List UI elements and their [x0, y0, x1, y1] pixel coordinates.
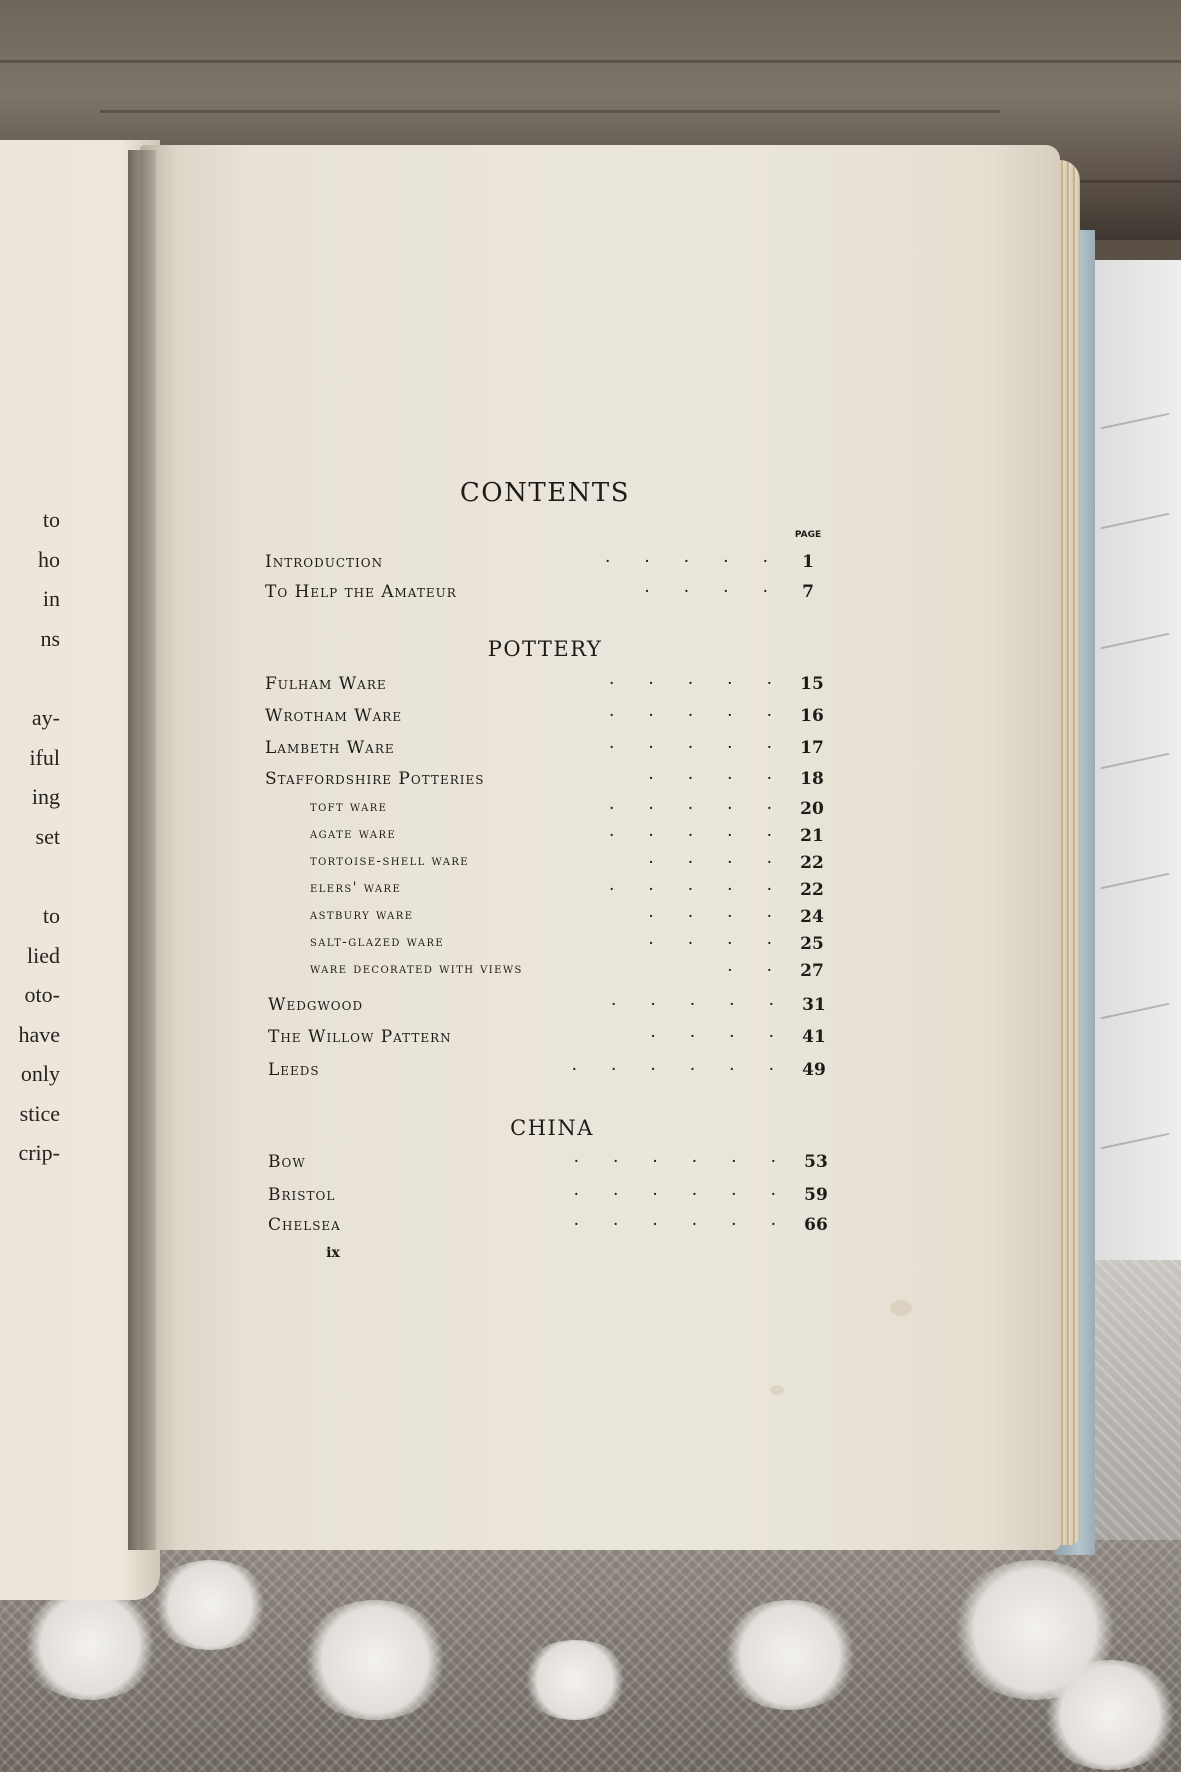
- toc-subentry: astbury ware · · · · 24: [310, 907, 832, 935]
- entry-page: 15: [800, 674, 824, 694]
- entry-page: 22: [800, 880, 824, 900]
- toc-entry: The Willow Pattern · · · · 41: [268, 1027, 834, 1055]
- entry-page: 41: [802, 1027, 826, 1047]
- entry-page: 18: [800, 769, 824, 789]
- toc-subentry: elers' ware · · · · · 22: [310, 880, 832, 908]
- entry-title: tortoise-shell ware: [310, 853, 469, 869]
- section-heading-china: CHINA: [510, 1116, 594, 1140]
- section-heading-pottery: POTTERY: [487, 637, 603, 661]
- entry-title: elers' ware: [310, 880, 402, 896]
- toc-subentry: ware decorated with views · · 27: [310, 961, 832, 989]
- page-column-label: PAGE: [794, 530, 822, 540]
- toc-subentry: salt-glazed ware · · · · 25: [310, 934, 832, 962]
- entry-title: Wrotham Ware: [265, 706, 403, 726]
- toc-entry: Lambeth Ware · · · · · 17: [265, 738, 832, 766]
- toc-entry: Introduction · · · · · 1: [265, 552, 828, 580]
- page-number: ix: [326, 1245, 340, 1261]
- entry-page: 17: [800, 738, 824, 758]
- entry-title: ware decorated with views: [310, 961, 523, 977]
- entry-page: 24: [800, 907, 824, 927]
- entry-title: Wedgwood: [268, 995, 364, 1015]
- toc-subentry: toft ware · · · · · 20: [310, 799, 832, 827]
- entry-title: The Willow Pattern: [268, 1027, 452, 1047]
- entry-title: Fulham Ware: [265, 674, 387, 694]
- entry-title: Staffordshire Potteries: [265, 769, 485, 789]
- entry-page: 22: [800, 853, 824, 873]
- toc-subentry: tortoise-shell ware · · · · 22: [310, 853, 832, 881]
- entry-page: 1: [802, 552, 814, 572]
- entry-title: Bristol: [268, 1185, 336, 1205]
- entry-title: Chelsea: [268, 1215, 341, 1235]
- contents-title: CONTENTS: [459, 478, 631, 508]
- entry-title: astbury ware: [310, 907, 414, 923]
- entry-title: Introduction: [265, 552, 384, 572]
- entry-page: 21: [800, 826, 824, 846]
- entry-page: 59: [804, 1185, 828, 1205]
- entry-title: salt-glazed ware: [310, 934, 445, 950]
- toc-entry: Chelsea · · · · · · 66: [268, 1215, 836, 1243]
- toc-entry: Wedgwood · · · · · 31: [268, 995, 834, 1023]
- toc-entry: Wrotham Ware · · · · · 16: [265, 706, 832, 734]
- entry-page: 16: [800, 706, 824, 726]
- entry-page: 53: [804, 1152, 828, 1172]
- entry-title: agate ware: [310, 826, 397, 842]
- entry-page: 66: [804, 1215, 828, 1235]
- entry-title: To Help the Amateur: [265, 582, 457, 602]
- toc-entry: Bow · · · · · · 53: [268, 1152, 836, 1180]
- entry-page: 7: [802, 582, 814, 602]
- left-page-text: to ho in ns ay- iful ing set to lied oto- have only stice crip-: [18, 507, 60, 1165]
- toc-entry: Leeds · · · · · · 49: [268, 1060, 834, 1088]
- toc-entry: Fulham Ware · · · · · 15: [265, 674, 832, 702]
- entry-title: Bow: [268, 1152, 306, 1172]
- toc-entry: Staffordshire Potteries · · · · 18: [265, 769, 832, 797]
- entry-title: Leeds: [268, 1060, 320, 1080]
- entry-page: 27: [800, 961, 824, 981]
- entry-page: 49: [802, 1060, 826, 1080]
- entry-title: Lambeth Ware: [265, 738, 395, 758]
- entry-page: 25: [800, 934, 824, 954]
- entry-page: 31: [802, 995, 826, 1015]
- toc-subentry: agate ware · · · · · 21: [310, 826, 832, 854]
- toc-entry: Bristol · · · · · · 59: [268, 1185, 836, 1213]
- toc-entry: To Help the Amateur · · · · 7: [265, 582, 828, 610]
- entry-title: toft ware: [310, 799, 388, 815]
- entry-page: 20: [800, 799, 824, 819]
